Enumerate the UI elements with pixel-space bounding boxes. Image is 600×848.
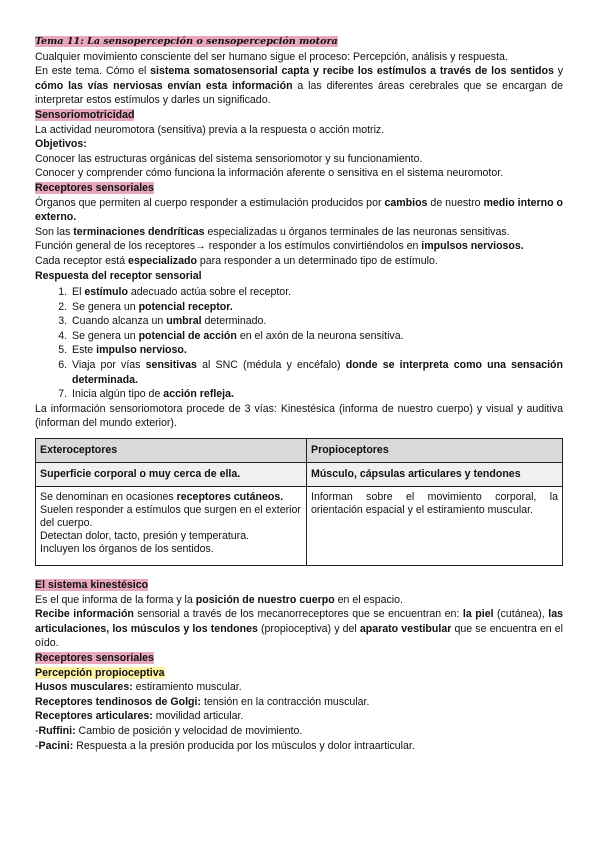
bold-span: potencial de acción [138,329,237,342]
list-item [70,329,563,344]
pacini-line [35,739,563,754]
bold-span: la piel [462,608,494,621]
kinestesico-paragraph-1 [35,593,563,608]
list-item [70,314,563,329]
heading-percepcion-propioceptiva: Percepción propioceptiva [35,666,165,679]
bold-span: sensitivas [145,359,197,372]
text-span: (propioceptiva) y del [257,622,360,635]
table-row [36,487,563,566]
vias-paragraph: La información sensoriomotora procede de 3 vías: Kinestésica (informa de nuestro cuerpo) y visual y auditiva (informan del mundo exterior). [35,402,563,430]
table-cell: Informan sobre el movimiento corporal, la orientación espacial y el estiramiento muscular. [307,487,563,566]
table-row [36,463,563,487]
text-span: - [35,724,39,737]
text-span: Es el que informa de la forma y la [35,593,196,606]
text-span: Este [72,344,97,357]
text-span: de nuestro [427,196,484,209]
objetivo-2: Conocer y comprender cómo funciona la información aferente o sensitiva en el sistema neuromotor. [35,167,504,180]
bold-span: donde se interpreta como una sensación determinada. [72,359,563,386]
receptores-paragraph-1 [35,196,563,225]
text-span: Cambio de posición y velocidad de movimiento. [75,724,303,737]
text-span: En este tema. Cómo el [35,65,151,78]
text-span: sensorial a través de los mecanorreceptores que se encuentran en: [133,608,463,621]
response-steps-list [35,285,563,402]
text-span: Órganos que permiten al cuerpo responder a estimulación producidos por [35,196,385,209]
cell-line: Suelen responder a estímulos que surgen en el exterior del cuerpo. [40,504,301,530]
respuesta-line [35,269,563,284]
text-span: movilidad articular. [152,710,244,723]
receptores-paragraph-3 [35,239,563,254]
text-span: El [72,286,85,299]
objetivo-1: Conocer las estructuras orgánicas del sistema sensoriomotor y su funcionamiento. [35,152,423,165]
text-span: y [553,65,563,78]
cell-line: Incluyen los órganos de los sentidos. [40,543,214,556]
bold-span: Receptores articulares: [35,710,153,723]
text-span: - [35,739,39,752]
bold-span: Husos musculares: [35,681,133,694]
text-span: Se genera un [72,300,139,313]
heading-line [35,578,563,593]
objetivos-line [35,137,563,152]
list-item [70,387,563,402]
husos-line [35,680,563,695]
heading-line [35,666,563,681]
intro-paragraph-2 [35,64,563,108]
bold-span: posición de nuestro cuerpo [195,593,335,606]
bold-span: Receptores tendinosos de Golgi: [35,695,201,708]
kinestesico-paragraph-2 [35,607,563,651]
receptors-table [35,438,563,566]
text-span: (cutánea), [493,608,549,621]
bold-span: especializado [128,254,197,267]
title-line [35,34,563,50]
table-header-row [36,439,563,463]
table-cell: Músculo, cápsulas articulares y tendones [307,463,563,487]
text-span: determinado. [201,315,267,328]
receptores-paragraph-4 [35,254,563,269]
text-span: Se denominan en ocasiones [40,491,177,504]
heading-line [35,108,563,123]
text-span: Cada receptor está [35,254,129,267]
bold-span: cambios [384,196,428,209]
text-span: Viaja por vías [72,359,146,372]
table-cell: Superficie corporal o muy cerca de ella. [36,463,307,487]
text-span: en el axón de la neurona sensitiva. [236,329,404,342]
bold-span: impulsos nerviosos. [421,240,524,253]
respuesta-label: Respuesta del receptor sensorial [35,269,202,282]
list-item [70,358,563,387]
text-span: para responder a un determinado tipo de estímulo. [196,254,438,267]
bold-span: terminaciones dendríticas [73,225,205,238]
bold-span: Pacini: [38,739,74,752]
list-item [70,285,563,300]
table-header-cell: Exteroceptores [36,439,307,463]
text-span: Se genera un [72,329,139,342]
receptores-paragraph-2 [35,225,563,240]
text-span: Función general de los receptores→ responder a los estímulos convirtiéndolos en [35,240,422,253]
bold-span: Recibe información [35,608,134,621]
articulares-line [35,709,563,724]
bold-span: Ruffini: [38,724,76,737]
text-span: especializadas u órganos terminales de las neuronas sensitivas. [204,225,510,238]
sensoriomotricidad-text: La actividad neuromotora (sensitiva) previa a la respuesta o acción motriz. [35,123,385,136]
bold-span: las articulaciones, los músculos y los tendones [35,608,563,635]
table-cell [36,487,307,566]
bold-span: estímulo [84,286,128,299]
text-span: estiramiento muscular. [132,681,242,694]
text-span: tensión en la contracción muscular. [201,695,370,708]
ruffini-line [35,724,563,739]
text-span: en el espacio. [334,593,403,606]
bold-span: medio interno o externo. [35,196,563,224]
list-item [70,300,563,315]
objetivos-label: Objetivos: [35,138,87,151]
text-span: adecuado actúa sobre el receptor. [127,286,292,299]
text-span: Cuando alcanza un [72,315,167,328]
heading-receptores-2: Receptores sensoriales [35,652,154,664]
spacer [35,566,563,578]
list-item [70,343,563,358]
bold-span: receptores cutáneos. [176,491,284,504]
text-span: a las diferentes áreas cerebrales que se encargan de interpretar estos estímulos y darles un significado. [35,79,563,107]
text-span: Inicia algún tipo de [72,388,164,401]
intro-paragraph-1: Cualquier movimiento consciente del ser humano sigue el proceso: Percepción, análisis y respuesta. [35,50,508,63]
bold-span: impulso nervioso. [96,344,187,357]
bold-span: acción refleja. [163,388,234,401]
heading-receptores: Receptores sensoriales [35,181,154,194]
golgi-line [35,695,563,710]
heading-sensoriomotricidad: Sensoriomotricidad [35,108,135,121]
table-header-cell: Propioceptores [307,439,563,463]
bold-span: umbral [166,315,202,328]
text-span: Son las [35,225,74,238]
heading-kinestesico: El sistema kinestésico [35,579,149,592]
cell-line [40,491,302,504]
document-title: Tema 11: La sensopercepción o sensopercepción motora [35,36,338,47]
bold-span: cómo las vías nerviosas envían esta información [35,79,293,92]
text-span: al SNC (médula y encéfalo) [196,359,346,372]
bold-span: sistema somatosensorial capta y recibe los estímulos a través de los sentidos [150,65,554,78]
heading-line [35,181,563,196]
bold-span: aparato vestibular [359,622,452,635]
cell-line: Detectan dolor, tacto, presión y temperatura. [40,530,250,543]
text-span: que se encuentra en el oído. [35,622,563,650]
heading-line [35,651,563,666]
text-span: Respuesta a la presión producida por los músculos y dolor intraarticular. [73,739,415,752]
bold-span: potencial receptor. [138,300,233,313]
